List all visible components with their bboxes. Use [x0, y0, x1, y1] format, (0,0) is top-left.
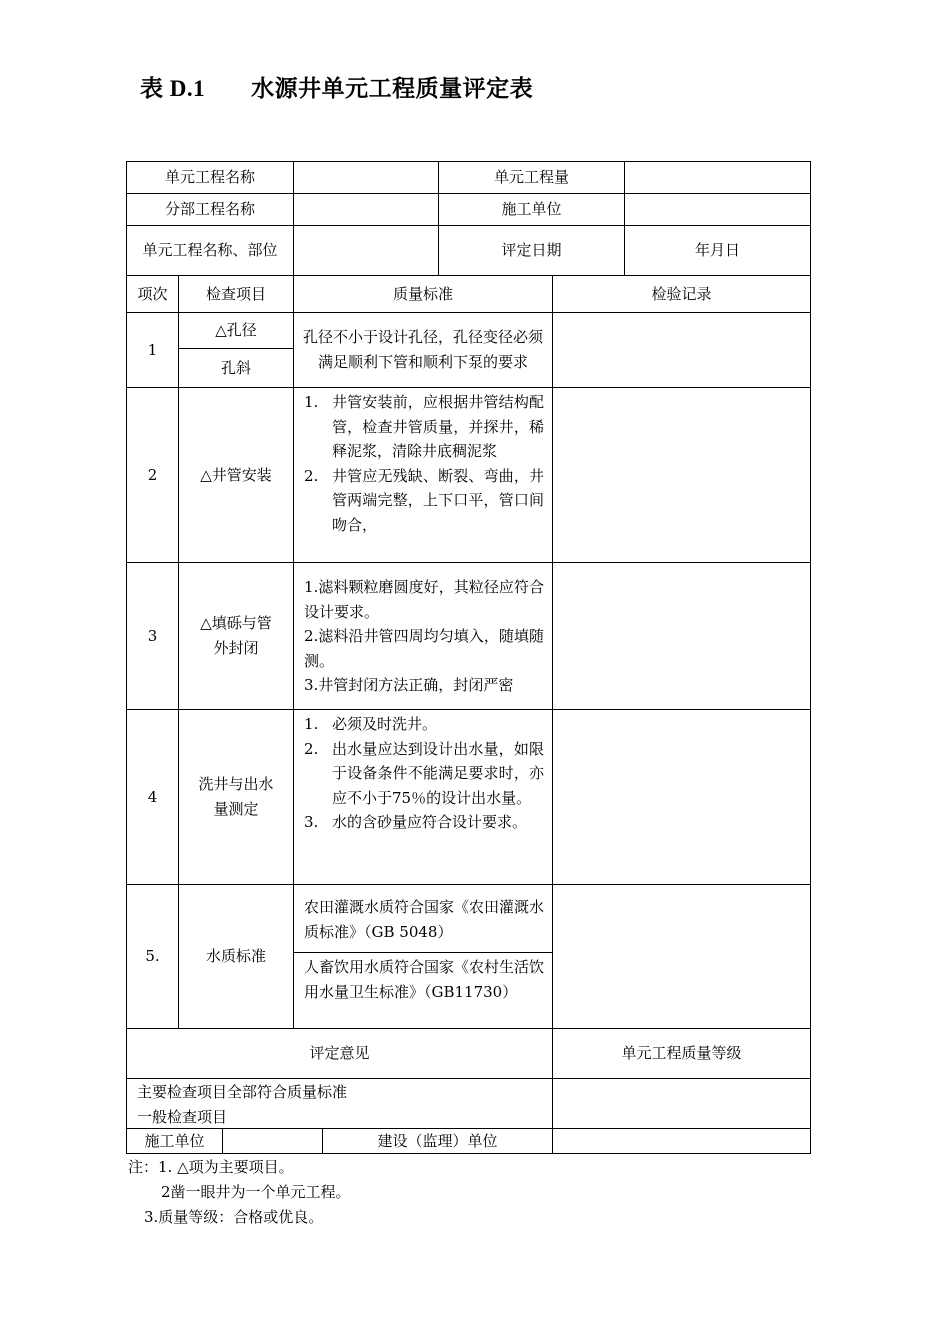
list-item: 1.滤料颗粒磨圆度好，其粒径应符合设计要求。: [304, 578, 544, 621]
unit-name-field[interactable]: [293, 161, 439, 194]
row2-standard: [293, 387, 553, 563]
row2-record[interactable]: [552, 387, 811, 563]
row3-item: △填砾与管外封闭: [178, 562, 294, 710]
row5-record[interactable]: [552, 884, 811, 1029]
row4-standard: [293, 709, 553, 885]
unit-quantity-field[interactable]: [624, 161, 811, 194]
contractor-field[interactable]: [624, 193, 811, 226]
list-item: 2. 井管应无残缺、断裂、弯曲，井管两端完整，上下口平，管口间吻合，: [304, 466, 544, 534]
footer-owner-label: 建设（监理）单位: [322, 1128, 553, 1154]
unit-name-label: 单元工程名称: [126, 161, 294, 194]
opinion-line: 主要检查项目全部符合质量标准: [137, 1083, 348, 1101]
list-item: 2.滤料沿井管四周均匀填入，随填随测。: [304, 627, 544, 670]
list-item: 2. 出水量应达到设计出水量，如限于设备条件不能满足要求时，亦应不小于75％的设计出水量。: [304, 739, 544, 807]
grade-label: 单元工程质量等级: [552, 1028, 811, 1079]
opinion-line: 一般检查项目: [137, 1107, 228, 1126]
row4-no: 4: [126, 709, 179, 885]
subdiv-name-label: 分部工程名称: [126, 193, 294, 226]
page-title: [140, 70, 533, 103]
note-2: 2凿一眼井为一个单元工程。: [161, 1183, 351, 1201]
note-1: 注：1. △项为主要项目。: [128, 1158, 294, 1176]
col-header-record: 检验记录: [552, 275, 811, 313]
grade-field[interactable]: [552, 1078, 811, 1129]
footer-owner-field[interactable]: [552, 1128, 811, 1154]
table-code: 表 D.1: [140, 76, 206, 101]
footer-contractor-label: 施工单位: [126, 1128, 223, 1154]
opinion-label: 评定意见: [126, 1028, 553, 1079]
row1-item-hole-slope: 孔斜: [178, 348, 294, 388]
list-item: 1. 井管安装前，应根据井管结构配管，检查井管质量，并探井，稀释泥浆，清除井底稠泥浆: [304, 393, 544, 460]
opinion-content[interactable]: [126, 1078, 553, 1129]
list-item: 3.井管封闭方法正确，封闭严密: [304, 676, 514, 694]
row1-item-hole-diameter: △孔径: [178, 312, 294, 349]
unit-location-label: 单元工程名称、部位: [126, 225, 294, 276]
contractor-label: 施工单位: [438, 193, 625, 226]
note-3: 3.质量等级：合格或优良。: [144, 1208, 324, 1226]
col-header-standard: 质量标准: [293, 275, 553, 313]
row2-item: △井管安装: [178, 387, 294, 563]
col-header-item: 检查项目: [178, 275, 294, 313]
footer-contractor-field[interactable]: [222, 1128, 323, 1154]
list-item: 1. 必须及时洗井。: [304, 715, 438, 733]
row1-no: 1: [126, 312, 179, 388]
row4-item: 洗井与出水量测定: [178, 709, 294, 885]
subdiv-name-field[interactable]: [293, 193, 439, 226]
row3-standard: [293, 562, 553, 710]
row5-no: 5.: [126, 884, 179, 1029]
row1-standard: 孔径不小于设计孔径，孔径变径必须满足顺利下管和顺利下泵的要求: [293, 312, 553, 388]
row5-standard-drinking: 人畜饮用水质符合国家《农村生活饮用水量卫生标准》（GB11730）: [293, 952, 553, 1029]
col-header-no: 项次: [126, 275, 179, 313]
eval-date-label: 评定日期: [438, 225, 625, 276]
row3-no: 3: [126, 562, 179, 710]
row3-record[interactable]: [552, 562, 811, 710]
unit-quantity-label: 单元工程量: [438, 161, 625, 194]
unit-location-field[interactable]: [293, 225, 439, 276]
eval-date-field[interactable]: 年月日: [624, 225, 811, 276]
row2-no: 2: [126, 387, 179, 563]
table-title: 水源井单元工程质量评定表: [251, 76, 534, 102]
row1-record[interactable]: [552, 312, 811, 388]
row4-record[interactable]: [552, 709, 811, 885]
row5-item: 水质标准: [178, 884, 294, 1029]
row5-standard-irrigation: 农田灌溉水质符合国家《农田灌溉水质标准》（GB 5048）: [293, 884, 553, 953]
list-item: 3. 水的含砂量应符合设计要求。: [304, 813, 528, 831]
